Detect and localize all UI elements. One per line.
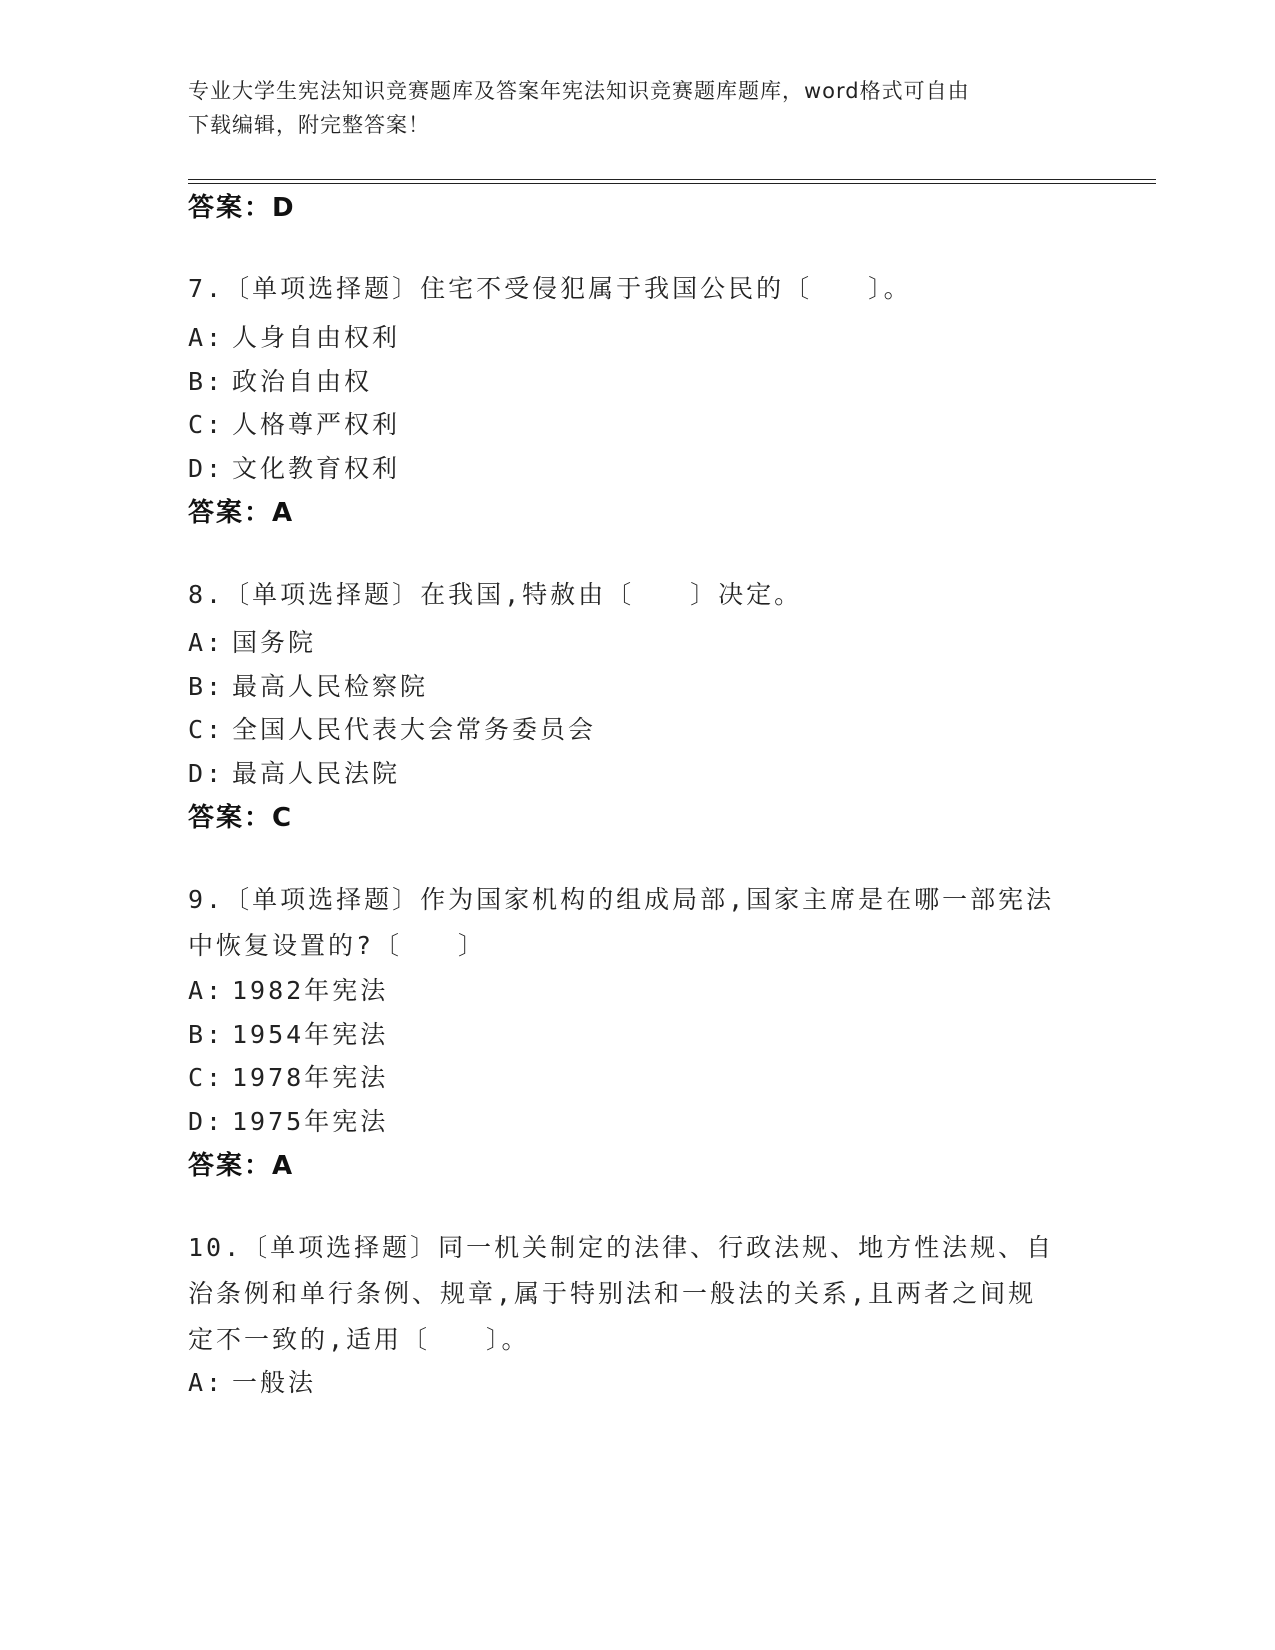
- header-line-2: 下载编辑，附完整答案！: [188, 113, 430, 137]
- question-8-option-b: [188, 667, 428, 703]
- option-key: D:: [188, 1107, 225, 1136]
- question-10-text-line-2: 治条例和单行条例、规章,属于特别法和一般法的关系,且两者之间规: [188, 1279, 1037, 1308]
- question-8-option-d: [188, 754, 400, 790]
- option-text: 1954年宪法: [232, 1020, 389, 1049]
- question-8-text: 8.〔单项选择题〕在我国,特赦由〔 〕决定。: [188, 580, 803, 609]
- question-10-option-a: [188, 1363, 316, 1399]
- option-key: C:: [188, 715, 225, 744]
- question-10-text-line-1: 10.〔单项选择题〕同一机关制定的法律、行政法规、地方性法规、自: [188, 1233, 1055, 1262]
- option-key: A:: [188, 323, 225, 352]
- question-9: [188, 877, 1088, 969]
- question-7-answer: 答案：A: [188, 498, 295, 528]
- header-divider-top: [188, 179, 1156, 180]
- question-7-option-b: [188, 362, 372, 398]
- question-7-option-a: [188, 318, 400, 354]
- option-key: C:: [188, 410, 225, 439]
- option-key: A:: [188, 628, 225, 657]
- question-9-text-line-1: 9.〔单项选择题〕作为国家机构的组成局部,国家主席是在哪一部宪法: [188, 885, 1055, 914]
- question-7-option-d: [188, 449, 400, 485]
- header-line-1: 专业大学生宪法知识竞赛题库及答案年宪法知识竞赛题库题库，word格式可自由: [188, 79, 970, 103]
- option-text: 人格尊严权利: [232, 410, 401, 439]
- option-text: 1978年宪法: [232, 1063, 389, 1092]
- option-key: B:: [188, 672, 225, 701]
- option-key: A:: [188, 1368, 225, 1397]
- option-key: D:: [188, 759, 225, 788]
- option-text: 1975年宪法: [232, 1107, 389, 1136]
- header-divider-bottom: [188, 183, 1156, 184]
- question-8-option-a: [188, 623, 316, 659]
- question-7-option-c: [188, 405, 400, 441]
- question-9-answer: 答案：A: [188, 1151, 295, 1181]
- option-text: 文化教育权利: [232, 454, 401, 483]
- question-10: [188, 1225, 1088, 1363]
- document-header: [188, 74, 1068, 142]
- question-8: [188, 572, 1088, 618]
- question-8-option-c: [188, 710, 596, 746]
- option-key: B:: [188, 367, 225, 396]
- option-text: 最高人民法院: [232, 759, 401, 788]
- option-key: B:: [188, 1020, 225, 1049]
- option-text: 人身自由权利: [232, 323, 401, 352]
- answer-previous: 答案：D: [188, 193, 296, 223]
- option-key: C:: [188, 1063, 225, 1092]
- question-9-option-d: [188, 1102, 388, 1138]
- question-7-text: 7.〔单项选择题〕住宅不受侵犯属于我国公民的〔 〕。: [188, 274, 912, 303]
- option-key: D:: [188, 454, 225, 483]
- option-text: 国务院: [232, 628, 317, 657]
- question-10-text-line-3: 定不一致的,适用〔 〕。: [188, 1325, 530, 1354]
- option-key: A:: [188, 976, 225, 1005]
- question-7: [188, 266, 1088, 312]
- question-8-answer: 答案：C: [188, 803, 294, 833]
- option-text: 1982年宪法: [232, 976, 389, 1005]
- question-9-option-c: [188, 1058, 388, 1094]
- question-9-option-a: [188, 971, 388, 1007]
- option-text: 政治自由权: [232, 367, 373, 396]
- option-text: 一般法: [232, 1368, 317, 1397]
- option-text: 最高人民检察院: [232, 672, 429, 701]
- option-text: 全国人民代表大会常务委员会: [232, 715, 597, 744]
- question-9-text-line-2: 中恢复设置的?〔 〕: [188, 931, 487, 960]
- question-9-option-b: [188, 1015, 388, 1051]
